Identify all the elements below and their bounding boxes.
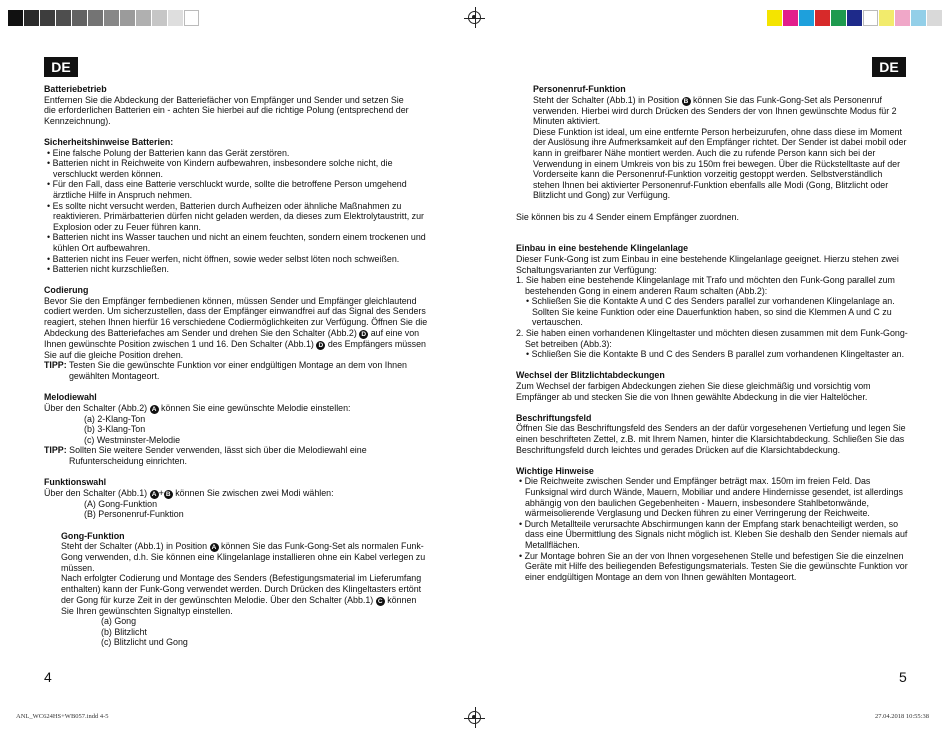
page-number-left: 4 [44, 669, 52, 685]
page-number-right: 5 [899, 669, 907, 685]
gray-swatch [56, 10, 72, 26]
safety-item: • Eine falsche Polung der Batterien kann das Gerät zerstören. [44, 148, 429, 159]
footer-filename: ANL_WC624HS+WB057.indd 4-5 [16, 713, 109, 720]
flash-cover-heading: Wechsel der Blitzlichtabdeckungen [516, 370, 665, 381]
gray-calibration-bar [8, 10, 200, 26]
color-swatch [831, 10, 847, 26]
safety-item: • Batterien nicht in Reichweite von Kindern aufbewahren, insbesondere solche nicht, die verschluckt werden können. [44, 158, 429, 179]
circled-a-icon: A [210, 543, 219, 552]
battery-line: Kennzeichnung). [44, 115, 111, 126]
gray-swatch [88, 10, 104, 26]
language-badge-left: DE [44, 57, 78, 77]
signal-option: (c) Blitzlicht und Gong [101, 637, 188, 648]
circled-c-icon: C [376, 597, 385, 606]
footer-timestamp: 27.04.2018 10:55:38 [875, 713, 929, 720]
battery-line: die erforderlichen Batterien ein - achten Sie hierbei auf die richtige Polung (entsprechend der [44, 105, 409, 116]
personal-call-text: Steht der Schalter (Abb.1) in Position B können Sie das Funk-Gong-Set als Personenruf verwenden. Hierbei wird durch Drücken des Senders der von Ihnen gewünschte Modus für 2 Minuten aktiviert. [533, 94, 897, 127]
color-swatch [847, 10, 863, 26]
battery-safety-heading: Sicherheitshinweise Batterien: [44, 136, 174, 147]
battery-line: Entfernen Sie die Abdeckung der Batteriefächer von Empfänger und Sender und setzen Sie [44, 94, 404, 105]
installation-step: • Schließen Sie die Kontakte B und C des Senders B parallel zum vorhandenen Klingeltaster an. [516, 349, 908, 360]
melody-text: Über den Schalter (Abb.2) A können Sie eine gewünschte Melodie einstellen: [44, 402, 351, 413]
installation-text: Dieser Funk-Gong ist zum Einbau in eine bestehende Klingelanlage geeignet. Hierzu stehen zwei Schaltungsvarianten zur Verfügung: [516, 253, 899, 275]
function-heading: Funktionswahl [44, 477, 107, 488]
coding-heading: Codierung [44, 285, 89, 296]
installation-step: • Schließen Sie die Kontakte A und C des Senders parallel zur vorhandenen Klingelanlage an. Sollten Sie keine Funktion oder eine Dauerfunktion haben, so sind die Klemmen A und C zu vertauschen. [516, 296, 908, 328]
registration-mark-bottom [468, 711, 481, 724]
melody-option: (c) Westminster-Melodie [84, 434, 180, 445]
personal-call-heading: Personenruf-Funktion [533, 84, 626, 94]
installation-variant: 2. Sie haben einen vorhandenen Klingeltaster und möchten diesen zusammen mit dem Funk-Gong-Set betreiben (Abb.3): [516, 328, 908, 349]
gray-swatch [184, 10, 200, 26]
circled-b-icon: B [164, 490, 173, 499]
left-column [44, 84, 429, 648]
melody-option: (a) 2-Klang-Ton [84, 413, 146, 424]
gray-swatch [8, 10, 24, 26]
melody-heading: Melodiewahl [44, 392, 97, 403]
color-swatch [863, 10, 879, 26]
safety-item: • Es sollte nicht versucht werden, Batterien durch Aufheizen oder ähnliche Maßnahmen zu reaktivieren. Primärbatterien dürfen nicht geladen werden, da dieses zum Elektrolytaustritt, zur Explosion oder zu Feuer führen kann. [44, 201, 429, 233]
installation-heading: Einbau in eine bestehende Klingelanlage [516, 243, 689, 254]
color-swatch [895, 10, 911, 26]
right-column [516, 84, 908, 582]
gray-swatch [120, 10, 136, 26]
personal-call-text: Diese Funktion ist ideal, um eine entfernte Person herbeizurufen, ohne dass diese im Moment der Auslösung ihre Aufmerksamkeit auf den Empfänger richtet. Der Sender ist dabei mobil oder kann in greifbarer Nähe montiert werden. Auch die zu rufende Person kann sich bei der Verwendung in einem Umkreis von bis zu 150m frei bewegen. Über die Rückstelltaste auf der Vorderseite kann die Personenruf-Funktion vorzeitig gestoppt werden. Selbstverständlich stehen Ihnen bei aktivierter Personenruf-Funktion ebenfalls alle Modi (Gong, Blitzlicht oder Blitzlicht und Gong) zur Verfügung. [533, 126, 907, 201]
circled-a-icon: A [150, 405, 159, 414]
battery-heading: Batteriebetrieb [44, 84, 107, 94]
safety-item: • Batterien nicht kurzschließen. [44, 264, 429, 275]
sender-assign-note: Sie können bis zu 4 Sender einem Empfänger zuordnen. [516, 211, 740, 222]
safety-item: • Für den Fall, dass eine Batterie verschluckt wurde, sollte die betroffene Person umgehend ärztliche Hilfe in Anspruch nehmen. [44, 179, 429, 200]
gray-swatch [40, 10, 56, 26]
coding-tip: TIPP: Testen Sie die gewünschte Funktion vor einer endgültigen Montage an dem von Ihnen gewählten Montageort. [44, 360, 407, 381]
function-option: (A) Gong-Funktion [84, 498, 158, 509]
registration-mark-top [468, 11, 481, 24]
label-field-heading: Beschriftungsfeld [516, 412, 592, 423]
signal-option: (b) Blitzlicht [101, 626, 147, 637]
color-swatch [927, 10, 943, 26]
color-swatch [879, 10, 895, 26]
function-text: Über den Schalter (Abb.1) A + B können Sie zwischen zwei Modi wählen: [44, 487, 334, 498]
important-notes-heading: Wichtige Hinweise [516, 465, 594, 476]
color-swatch [799, 10, 815, 26]
signal-option: (a) Gong [101, 616, 137, 627]
gong-function-heading: Gong-Funktion [61, 530, 125, 541]
color-swatch [767, 10, 783, 26]
gray-swatch [168, 10, 184, 26]
important-note: • Die Reichweite zwischen Sender und Empfänger beträgt max. 150m im freien Feld. Das Funksignal wird durch Wände, Mauern, Mobiliar und andere Hindernisse gesendet, ist allerdings abhängig von den baulichen Gegebenheiten - Mauern, insbesondere Stahlbetonwände, wärmeisolierende Verglasung und Decken führen zu einer Verringerung der Reichweite. [516, 476, 908, 518]
installation-variant: 1. Sie haben eine bestehende Klingelanlage mit Trafo und möchten den Funk-Gong parallel zum bestehenden Gong in einem anderen Raum schalten (Abb.2): [516, 275, 895, 296]
color-swatch [815, 10, 831, 26]
gong-function-text: Steht der Schalter (Abb.1) in Position A können Sie das Funk-Gong-Set als normalen Funk-Gong verwenden, d.h. Sie können eine Klingelanlage installieren ohne ein Kabel verlegen zu müssen. [61, 541, 426, 573]
melody-option: (b) 3-Klang-Ton [84, 424, 146, 435]
label-field-text: Öffnen Sie das Beschriftungsfeld des Senders an der dafür vorgesehenen Vertiefung und legen Sie einen beschrifteten Zettel, z.B. mit Ihrem Namen, hinter die Klarsichtabdeckung. Schließen Sie das Beschriftungsfeld durch leichtes und gerades Drücken auf die Klarsichtabdeckung. [516, 423, 906, 455]
important-note: • Zur Montage bohren Sie an der von Ihnen vorgesehenen Stelle und befestigen Sie die einzelnen Geräte mit Hilfe des beiliegenden Befestigungsmaterials. Testen Sie die gewünschte Funktion vor einer endgültigen Montage an dem von Ihnen gewählten Montageort. [516, 551, 908, 583]
safety-item: • Batterien nicht ins Wasser tauchen und nicht an einem feuchten, sondern einem trockenen und kühlen Ort aufbewahren. [44, 232, 429, 253]
function-option: (B) Personenruf-Funktion [84, 509, 184, 520]
gray-swatch [152, 10, 168, 26]
gray-swatch [136, 10, 152, 26]
color-swatch [783, 10, 799, 26]
gray-swatch [72, 10, 88, 26]
language-badge-right: DE [872, 57, 906, 77]
safety-item: • Batterien nicht ins Feuer werfen, nicht öffnen, sowie weder selbst löten noch schweißen. [44, 254, 429, 265]
flash-cover-text: Zum Wechsel der farbigen Abdeckungen ziehen Sie diese gleichmäßig und vorsichtig vom Empfänger ab und stecken Sie die von Ihnen gewählte Abdeckung in die vier Haltelöcher. [516, 381, 871, 402]
gray-swatch [24, 10, 40, 26]
color-swatch [911, 10, 927, 26]
circled-d-icon: D [316, 341, 325, 350]
melody-tip: TIPP: Sollten Sie weitere Sender verwenden, lässt sich über die Melodiewahl eine Rufunterscheidung einrichten. [44, 445, 367, 466]
gray-swatch [104, 10, 120, 26]
circled-b-icon: B [682, 97, 691, 106]
coding-text: Bevor Sie den Empfänger fernbedienen können, müssen Sender und Empfänger gleichlautend codiert werden. Um sicherzustellen, dass der Empfänger einwandfrei auf das Signal des Senders reagiert, stehen Ihnen hierfür 16 verschiedene Codiermöglichkeiten zur Verfügung. Öffnen Sie die Abdeckung des Batteriefaches am Sender und drehen Sie den Schalter (Abb.2) D auf eine von Ihnen gewünschte Position zwischen 1 und 16. Den Schalter (Abb.1) D des Empfängers müssen Sie auf die gleiche Position drehen. [44, 295, 428, 360]
color-calibration-bar [767, 10, 943, 26]
circled-d-icon: D [359, 330, 368, 339]
circled-a-icon: A [150, 490, 159, 499]
gong-function-text: Nach erfolgter Codierung und Montage des Senders (Befestigungsmaterial im Lieferumfang enthalten) kann der Funk-Gong verwendet werden. Durch Drücken des Klingeltasters ertönt der Gong für kurze Zeit in der gewünschten Melodie. Über den Schalter (Abb.1) C können Sie Ihren gewünschten Signaltyp einstellen. [61, 573, 422, 616]
important-note: • Durch Metallteile verursachte Abschirmungen kann der Empfang stark benachteiligt werden, so dass eine Übermittlung des Signals nicht möglich ist. Kleben Sie deshalb den Sender niemals auf Metallflächen. [516, 519, 908, 551]
